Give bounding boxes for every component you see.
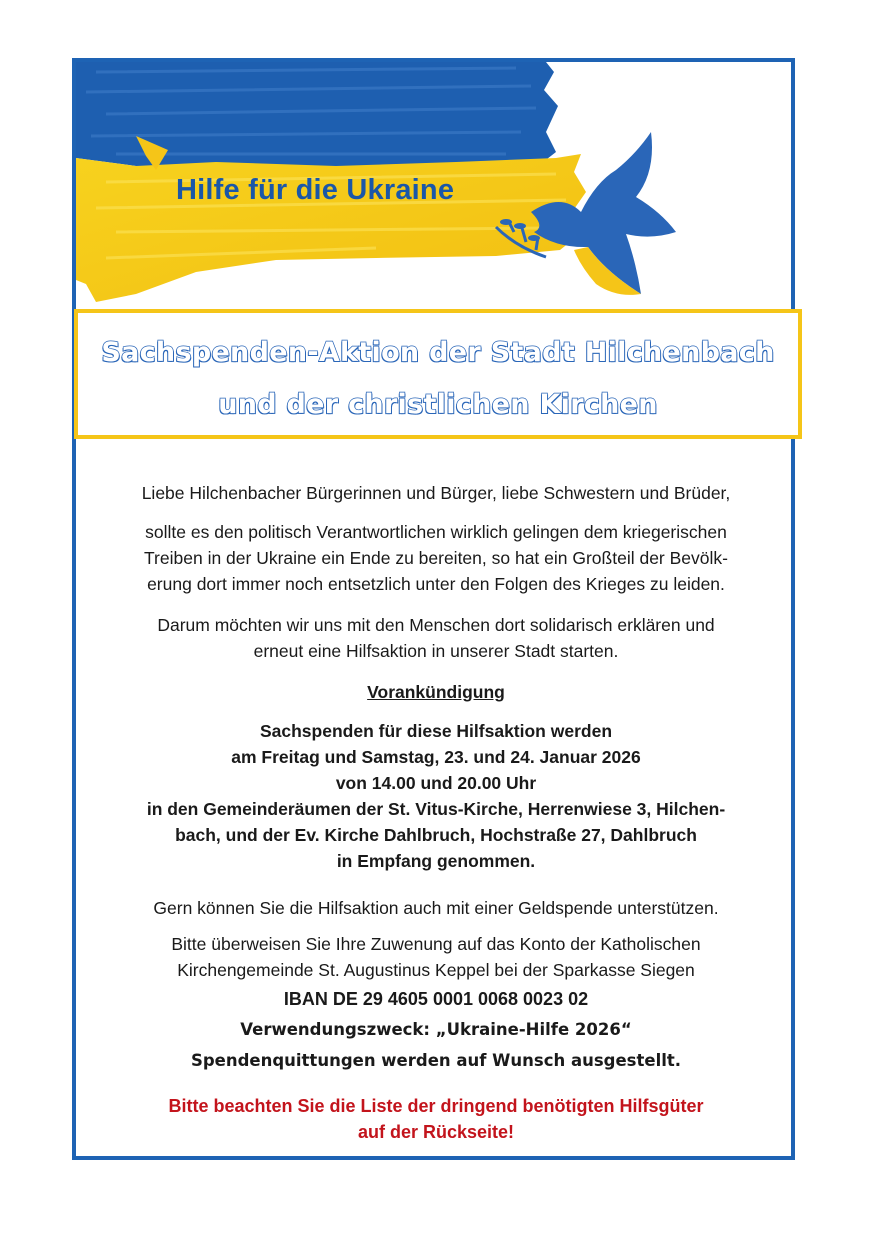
transfer-info <box>80 931 792 983</box>
transfer-line: Bitte überweisen Sie Ihre Zuwenung auf das Konto der Katholischen <box>171 934 701 954</box>
announcement <box>80 718 792 874</box>
money-note: Gern können Sie die Hilfsaktion auch mit einer Geldspende unterstützen. <box>153 898 719 918</box>
headline-line-1: Sachspenden-Aktion der Stadt Hilchenbach <box>101 337 775 368</box>
announcement-heading-row <box>80 679 792 705</box>
paragraph-1-line: erung dort immer noch entsetzlich unter den Folgen des Krieges zu leiden. <box>147 574 725 594</box>
banner-title: Hilfe für die Ukraine <box>176 174 455 206</box>
paragraph-2 <box>80 612 792 664</box>
announcement-heading: Vorankündigung <box>367 682 505 702</box>
iban: IBAN DE 29 4605 0001 0068 0023 02 <box>283 989 589 1009</box>
ukraine-banner <box>76 62 791 314</box>
paragraph-1-line: Treiben in der Ukraine ein Ende zu bereiten, so hat ein Großteil der Bevölk- <box>144 548 728 568</box>
backside-notice <box>80 1093 792 1145</box>
paragraph-2-line: Darum möchten wir uns mit den Menschen dort solidarisch erklären und <box>157 615 715 635</box>
announcement-line: in Empfang genommen. <box>336 851 536 871</box>
notice-line: Bitte beachten Sie die Liste der dringend benötigten Hilfsgüter <box>168 1096 704 1116</box>
headline-box <box>74 309 802 439</box>
notice-line: auf der Rückseite! <box>357 1122 515 1142</box>
purpose: Verwendungszweck: „Ukraine-Hilfe 2026“ <box>240 1020 632 1039</box>
transfer-line: Kirchengemeinde St. Augustinus Keppel bei der Sparkasse Siegen <box>177 960 695 980</box>
paragraph-2-line: erneut eine Hilfsaktion in unserer Stadt starten. <box>253 641 619 661</box>
paragraph-1-line: sollte es den politisch Verantwortlichen wirklich gelingen dem kriegerischen <box>145 522 727 542</box>
announcement-line: von 14.00 und 20.00 Uhr <box>335 773 537 793</box>
paragraph-1 <box>80 519 792 597</box>
announcement-line: Sachspenden für diese Hilfsaktion werden <box>259 721 613 741</box>
announcement-line: in den Gemeinderäumen der St. Vitus-Kirche, Herrenwiese 3, Hilchen- <box>146 799 726 819</box>
headline-line-2: und der christlichen Kirchen <box>218 389 658 420</box>
receipts-note: Spendenquittungen werden auf Wunsch ausgestellt. <box>190 1051 682 1070</box>
announcement-line: am Freitag und Samstag, 23. und 24. Januar 2026 <box>231 747 641 767</box>
greeting: Liebe Hilchenbacher Bürgerinnen und Bürger, liebe Schwestern und Brüder, <box>141 483 731 503</box>
announcement-line: bach, und der Ev. Kirche Dahlbruch, Hochstraße 27, Dahlbruch <box>175 825 697 845</box>
